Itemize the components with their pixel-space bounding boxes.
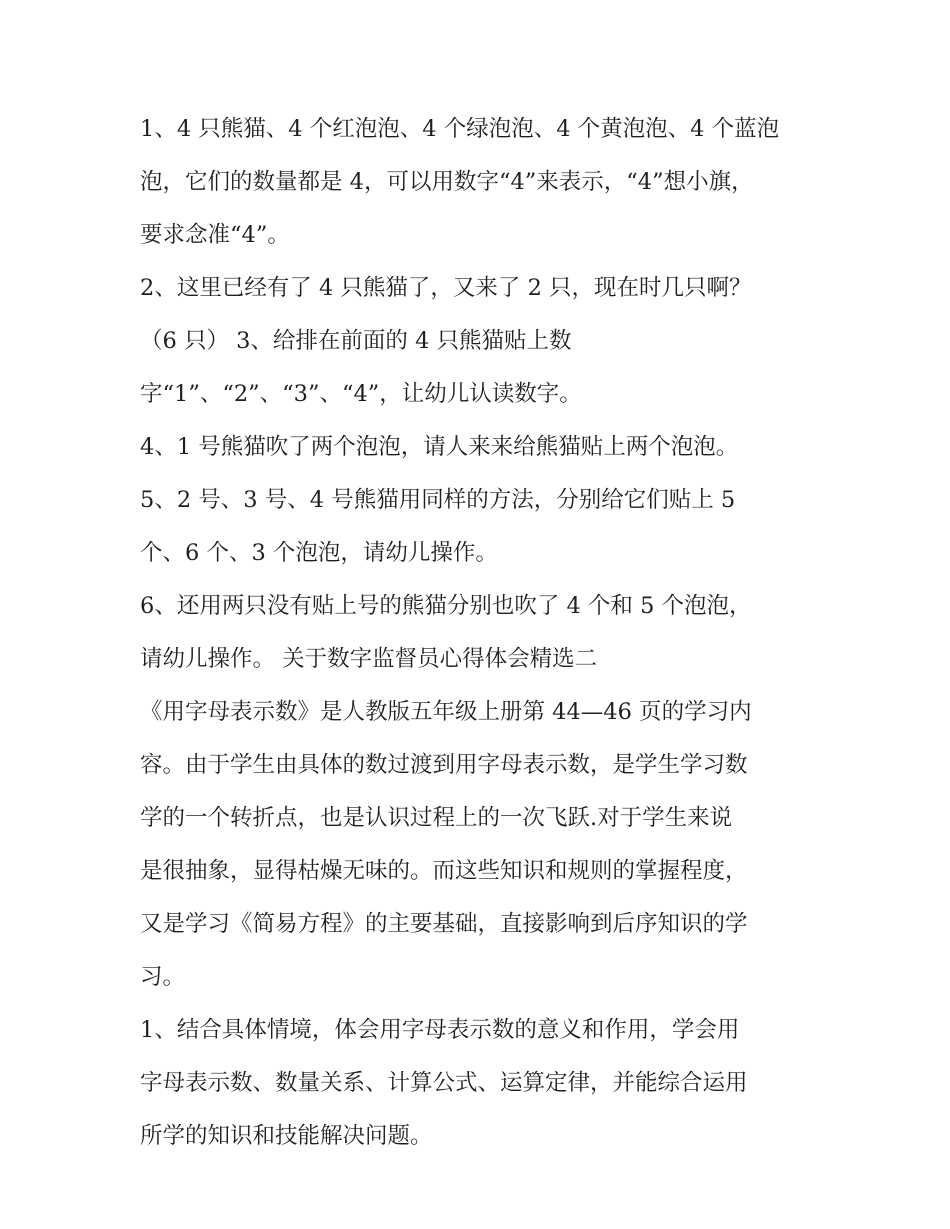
text-line-3: 要求念准“4”。 xyxy=(140,222,290,248)
text-line-4: 2、这里已经有了 4 只熊猫了，又来了 2 只，现在时几只啊？ xyxy=(140,275,752,301)
text-line-15: 是很抽象，显得枯燥无味的。而这些知识和规则的掌握程度， xyxy=(140,858,748,884)
text-line-1: 1、4 只熊猫、4 个红泡泡、4 个绿泡泡、4 个黄泡泡、4 个蓝泡 xyxy=(140,116,780,142)
text-line-9: 个、6 个、3 个泡泡，请幼儿操作。 xyxy=(140,540,498,566)
text-line-18: 1、结合具体情境，体会用字母表示数的意义和作用，学会用 xyxy=(140,1017,740,1043)
text-line-14: 学的一个转折点，也是认识过程上的一次飞跃.对于学生来说 xyxy=(140,805,733,831)
text-line-17: 习。 xyxy=(140,964,186,990)
text-line-12: 《用字母表示数》是人教版五年级上册第 44—46 页的学习内 xyxy=(140,699,752,725)
text-line-16: 又是学习《简易方程》的主要基础，直接影响到后序知识的学 xyxy=(140,911,748,937)
text-line-2: 泡，它们的数量都是 4，可以用数字“4”来表示，“4”想小旗， xyxy=(140,169,754,195)
text-line-7: 4、1 号熊猫吹了两个泡泡，请人来来给熊猫贴上两个泡泡。 xyxy=(140,434,739,460)
text-line-13: 容。由于学生由具体的数过渡到用字母表示数，是学生学习数 xyxy=(140,752,748,778)
text-line-19: 字母表示数、数量关系、计算公式、运算定律，并能综合运用 xyxy=(140,1070,748,1096)
document-body xyxy=(140,110,830,1155)
text-line-11: 请幼儿操作。 关于数字监督员心得体会精选二 xyxy=(140,646,598,672)
text-line-10: 6、还用两只没有贴上号的熊猫分别也吹了 4 个和 5 个泡泡， xyxy=(140,593,752,619)
text-line-6: 字“1”、“2”、“3”、“4”，让幼儿认读数字。 xyxy=(140,381,582,407)
text-line-8: 5、2 号、3 号、4 号熊猫用同样的方法，分别给它们贴上 5 xyxy=(140,487,736,513)
text-line-5: （6 只） 3、给排在前面的 4 只熊猫贴上数 xyxy=(140,328,572,354)
text-line-20: 所学的知识和技能解决问题。 xyxy=(140,1123,433,1149)
